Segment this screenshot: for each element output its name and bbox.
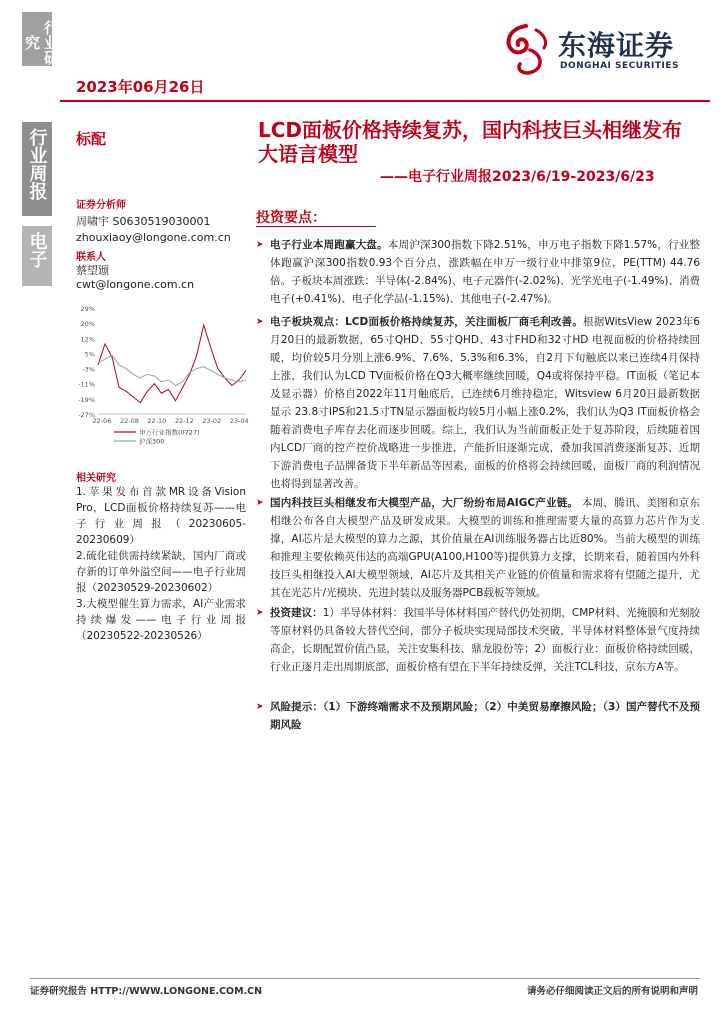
x-tick-label: 22-10 — [147, 417, 167, 425]
side-tab-label: 行业周报 — [26, 128, 48, 200]
contact-name: 蔡望颋 — [76, 264, 109, 277]
x-tick-label: 22-06 — [92, 417, 112, 425]
bullet-text: 根据WitsView 2023年6月20日的最新数据，65寸QHD、55寸QHD、43寸FHD和32寸HD 电视面板的价格持续回暖，均价较5月分别上涨6.9%、7.6%、5.3%和6.3%，自2月下旬触底以来已连续4月保持上涨，我们认为LCD TV面板价格在Q3大概率继续回暖，Q4或将保持平稳。IT面板（笔记本及显示器）价格自2022年11月触底后，已连续6月维持稳定，Witsview 6月20日最新数据显示 23.8寸IPS和21.5寸TN显示器面板均较5月小幅上涨0.2%，我们认为Q3 IT面板价格会随着消费电子库存去化而逐步回暖。综上，我们认为当前面板正处于复苏阶段，后续随着国内LCD厂商的控产控价战略进一步推进，产能折旧逐渐完成，叠加我国消费逐渐复苏、近期下游消费电子品牌备货下半年新品等因素，面板的价格将会持续回暖，面板厂商的利润情况也将得到显著改善。 — [270, 316, 700, 490]
x-tick-label: 22-08 — [119, 417, 139, 425]
analyst-name: 周啸宇 S0630519030001 — [76, 215, 211, 228]
key-point-bullet — [256, 313, 700, 493]
logo-english-text: DONGHAI SECURITIES — [560, 61, 679, 71]
x-tick-label: 23-04 — [229, 417, 249, 425]
bullet-lead: 投资建议： — [270, 607, 323, 619]
key-point-bullet — [256, 698, 700, 734]
analyst-label: 证券分析师 — [76, 200, 126, 211]
key-point-bullet — [256, 494, 700, 602]
key-points-underline — [256, 226, 376, 227]
bullet-arrow-icon: ➤ — [256, 608, 264, 618]
y-tick-label: 20% — [80, 320, 95, 329]
side-tab-industry-research — [22, 12, 60, 66]
key-point-bullet — [256, 236, 700, 308]
series-line-industry — [98, 325, 246, 403]
company-logo — [496, 20, 696, 80]
related-research-item[interactable]: 1.苹果发布首款MR设备Vision Pro，LCD面板价格持续复苏——电子行业周报（20230605-20230609） — [76, 486, 246, 546]
side-tab-label: 行业研究 — [23, 19, 60, 65]
series-line-hs300 — [98, 355, 246, 385]
report-subtitle: ——电子行业周报2023/6/19-2023/6/23 — [380, 169, 655, 185]
side-tab-weekly — [22, 122, 52, 216]
legend-label: 沪深300 — [139, 437, 165, 446]
bullet-arrow-icon: ➤ — [256, 498, 264, 508]
legend-label: 申万行业指数(0727) — [139, 428, 200, 437]
bullet-lead: 风险提示：（1）下游终端需求不及预期风险；（2）中美贸易摩擦风险；（3）国产替代不及预期风险 — [270, 701, 700, 731]
analyst-email: zhouxiaoy@longone.com.cn — [76, 231, 231, 244]
bullet-text: 本周，腾讯、美图和京东相继公布各自大模型产品及研发成果。大模型的训练和推理需要大量的高算力芯片作为支撑，AI芯片是大模型的算力之源，其价值量在AI训练服务器占比近80%。当前大模型的训练和推理主要依赖英伟达的高端GPU(A100,H100等)提供算力支撑，长期来看，随着国内外科技巨头相继投入AI大模型领域，AI芯片及其相关产业链的价值量和需求将有望随之提升，尤其在光芯片/光模块、先进封装以及服务器PCB载板等领域。 — [270, 497, 701, 599]
logo-chinese-text: 东海证券 — [558, 29, 675, 62]
report-date: 2023年06月26日 — [76, 78, 205, 96]
performance-chart — [70, 296, 250, 456]
y-tick-label: 5% — [84, 350, 95, 359]
bullet-lead: 国内科技巨头相继发布大模型产品，大厂纷纷布局AIGC产业链。 — [270, 497, 579, 509]
related-research-item[interactable]: 3.大模型催生算力需求，AI产业需求持续爆发——电子行业周报（20230522-20230526） — [76, 598, 246, 642]
y-tick-label: -19% — [78, 395, 95, 404]
x-tick-label: 22-12 — [174, 417, 194, 425]
side-tab-electronics — [22, 226, 52, 286]
x-tick-label: 23-02 — [202, 417, 222, 425]
industry-rating: 标配 — [76, 130, 107, 148]
footer-divider — [30, 978, 700, 979]
header-divider — [60, 100, 710, 102]
bullet-text: 本周沪深300指数下降2.51%，申万电子指数下降1.57%，行业整体跑赢沪深300指数0.93个百分点，涨跌幅在申万一级行业中排第9位，PE(TTM) 44.76倍。子板块本周涨跌：半导体(-2.84%)、电子元器件(-2.02%)、光学光电子(-1.49%)、消费电子(+0.41%)、电子化学品(-1.15%)、其他电子(-2.47%)。 — [270, 239, 701, 305]
footer-disclaimer: 请务必仔细阅读正文后的所有说明和声明 — [526, 986, 698, 997]
bullet-arrow-icon: ➤ — [256, 240, 264, 250]
bullet-lead: 电子板块观点：LCD面板价格持续复苏，关注面板厂商毛利改善。 — [270, 316, 584, 328]
related-research-item[interactable]: 2.硫化硅供需持续紧缺，国内厂商或存新的订单外溢空间——电子行业周报（20230529-20230602） — [76, 550, 246, 594]
side-tab-label: 电子 — [26, 232, 48, 268]
y-tick-label: 12% — [80, 335, 95, 344]
bullet-arrow-icon: ➤ — [256, 317, 264, 327]
key-point-bullet — [256, 604, 700, 676]
y-tick-label: -11% — [78, 380, 95, 389]
contact-email: cwt@longone.com.cn — [76, 278, 195, 291]
y-tick-label: -3% — [82, 365, 95, 374]
logo-emblem-icon — [496, 20, 556, 80]
key-points-heading: 投资要点： — [256, 210, 326, 226]
footer-left-text[interactable]: 证券研究报告 HTTP://WWW.LONGONE.COM.CN — [30, 986, 263, 997]
report-title: LCD面板价格持续复苏，国内科技巨头相继发布大语言模型 — [258, 118, 683, 166]
related-research-label: 相关研究 — [76, 473, 116, 484]
bullet-lead: 电子行业本周跑赢大盘。 — [270, 239, 388, 251]
bullet-text: 1）半导体材料：我国半导体材料国产替代仍处初期，CMP材料、光掩膜和光刻胶等原材料仍具备较大替代空间，部分子板块实现局部技术突破，半导体材料整体景气度持续高企，长期配置价值凸显，关注安集科技、鼎龙股份等；2）面板行业：面板价格持续回暖，行业正逐月走出周期底部，面板价格有望在下半年持续反弹，关注TCL科技，京东方A等。 — [270, 607, 701, 673]
y-tick-label: 29% — [80, 305, 95, 313]
related-research-list — [76, 484, 246, 644]
contact-label: 联系人 — [76, 252, 106, 263]
y-tick-label: -27% — [78, 411, 95, 419]
bullet-arrow-icon: ➤ — [256, 702, 264, 712]
